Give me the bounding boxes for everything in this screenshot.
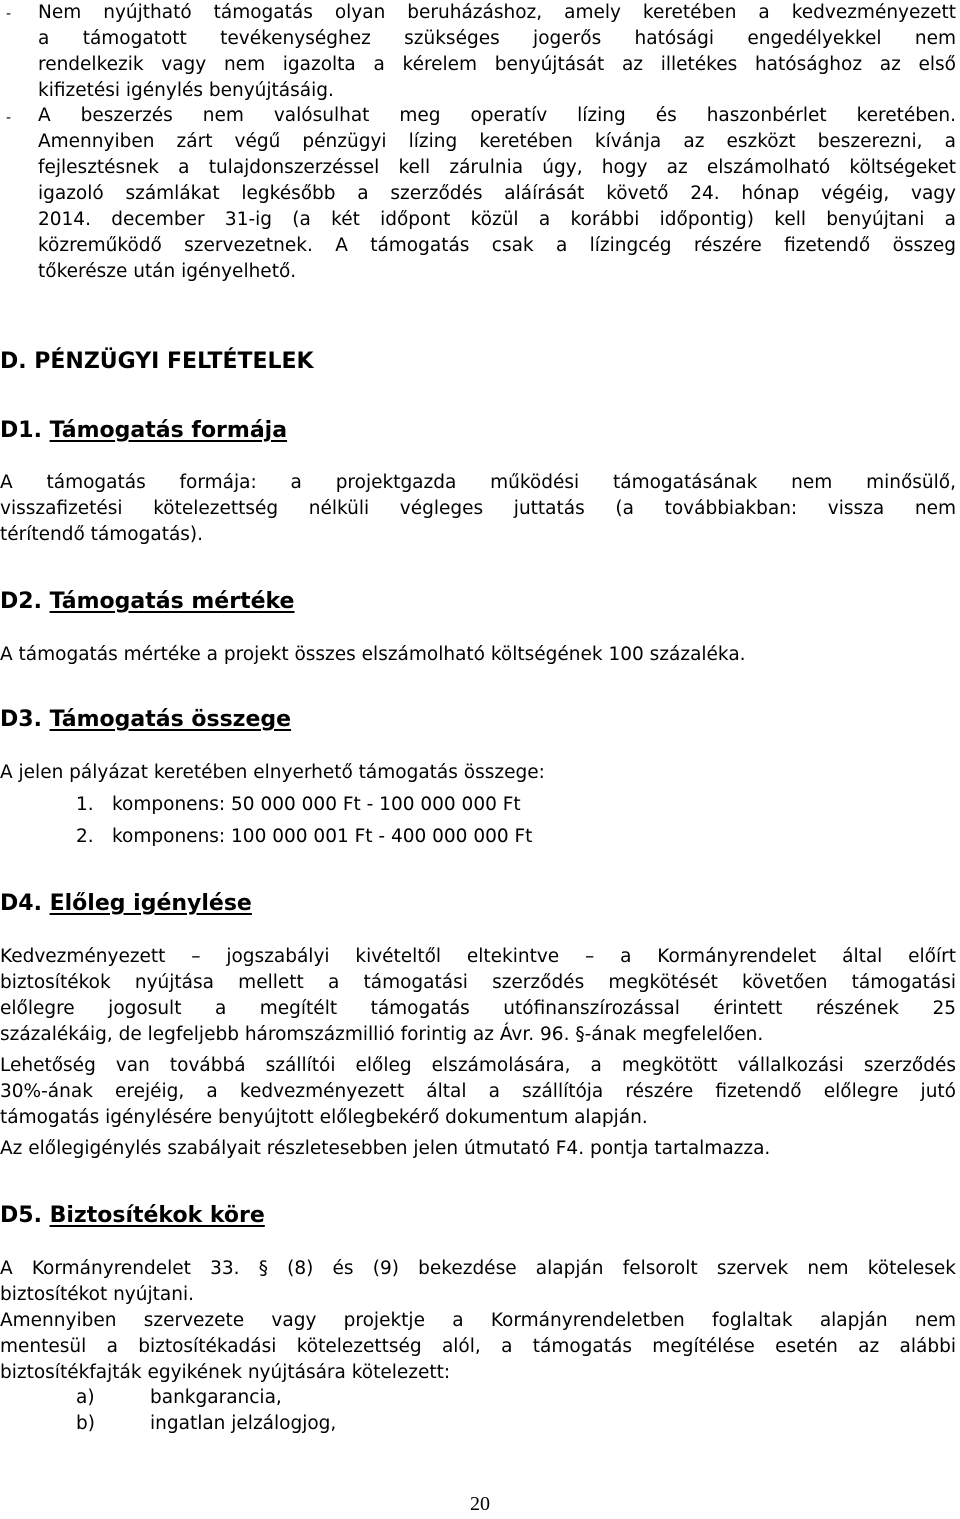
text-line: Lehetőség van továbbá szállítói előleg elszámolására, a megkötött vállalkozási szerződés — [0, 1055, 956, 1076]
d2-paragraph — [0, 642, 956, 668]
section-heading: D. PÉNZÜGYI FELTÉTELEK — [0, 349, 314, 374]
text-line: kifizetési igénylés benyújtásáig. — [38, 80, 334, 101]
text-line: Amennyiben szervezete vagy projektje a Kormányrendeletben foglaltak alapján nem — [0, 1310, 956, 1331]
d3-intro — [0, 760, 956, 786]
page-number: 20 — [470, 1493, 490, 1515]
subsection-title: Támogatás formája — [49, 418, 288, 443]
text-line: közreműködő szervezetnek. A támogatás csak a lízingcég részére fizetendő összeg — [38, 235, 956, 256]
text-line: Kedvezményezett – jogszabályi kivételtől eltekintve – a Kormányrendelet által előírt — [0, 946, 956, 967]
subsection-number: D1. — [0, 418, 42, 443]
subsection-title: Támogatás összege — [49, 707, 292, 732]
subsection-heading — [0, 890, 252, 918]
text-line: támogatás igénylésére benyújtott előlegbekérő dokumentum alapján. — [0, 1107, 648, 1128]
text-line: biztosítékfajták egyikének nyújtására kötelezett: — [0, 1362, 451, 1383]
text-line: 2014. december 31-ig (a két időpont közül a korábbi időpontig) kell benyújtani a — [38, 209, 956, 230]
list-text: komponens: 50 000 000 Ft - 100 000 000 Ft — [112, 794, 521, 815]
text-line: visszafizetési kötelezettség nélküli végleges juttatás (a továbbiakban: vissza nem — [0, 498, 956, 519]
subsection-number: D5. — [0, 1203, 42, 1228]
text-line: Amennyiben zárt végű pénzügyi lízing keretében kívánja az eszközt beszerezni, a — [38, 131, 956, 152]
list-text: bankgarancia, — [150, 1387, 282, 1408]
list-number: b) — [76, 1413, 95, 1434]
text-line: előlegre jogosult a megítélt támogatás utófinanszírozással érintett részének 25 — [0, 998, 956, 1019]
list-number: 1. — [76, 794, 94, 815]
list-item — [76, 792, 521, 818]
subsection-heading — [0, 588, 294, 616]
subsection-number: D3. — [0, 707, 42, 732]
text-line: A jelen pályázat keretében elnyerhető támogatás összege: — [0, 762, 545, 783]
text-line: A Kormányrendelet 33. § (8) és (9) bekezdése alapján felsorolt szervek nem kötelesek — [0, 1258, 956, 1279]
bullet-marker: - — [6, 6, 12, 22]
text-line: A támogatás mértéke a projekt összes elszámolható költségének 100 százaléka. — [0, 644, 746, 665]
list-text: komponens: 100 000 001 Ft - 400 000 000 Ft — [112, 826, 533, 847]
subsection-number: D4. — [0, 891, 42, 916]
text-line: A beszerzés nem valósulhat meg operatív lízing és haszonbérlet keretében. — [38, 105, 956, 126]
d5-paragraph-2 — [0, 1308, 956, 1386]
list-item — [76, 824, 532, 850]
text-line: Nem nyújtható támogatás olyan beruházáshoz, amely keretében a kedvezményezett — [38, 2, 956, 23]
subsection-heading — [0, 706, 291, 734]
leasing-paragraph — [38, 129, 956, 285]
subsection-title: Biztosítékok köre — [49, 1203, 265, 1228]
d5-paragraph-1 — [0, 1256, 956, 1308]
subsection-number: D2. — [0, 589, 42, 614]
text-line: a támogatott tevékenységhez szükséges jogerős hatósági engedélyekkel nem — [38, 28, 956, 49]
list-item — [76, 1385, 282, 1411]
text-line: Az előlegigénylés szabályait részletesebben jelen útmutató F4. pontja tartalmazza. — [0, 1138, 771, 1159]
text-line: igazoló számlákat legkésőbb a szerződés aláírását követő 24. hónap végéig, vagy — [38, 183, 956, 204]
list-number: a) — [76, 1387, 95, 1408]
text-line: 30%-ának erejéig, a kedvezményezett által a szállítója részére fizetendő előlegre jutó — [0, 1081, 956, 1102]
list-item — [76, 1411, 336, 1437]
bullet-paragraph — [38, 0, 956, 104]
bullet-marker: - — [6, 110, 12, 126]
d4-paragraph-3 — [0, 1136, 956, 1162]
subsection-title: Előleg igénylése — [49, 891, 252, 916]
d4-paragraph-1 — [0, 944, 956, 1048]
text-line: mentesül a biztosítékadási kötelezettség alól, a támogatás megítélése esetén az alábbi — [0, 1336, 956, 1357]
text-line: tőkerésze után igényelhető. — [38, 261, 297, 282]
text-line: biztosítékok nyújtása mellett a támogatási szerződés megkötését követően támogatási — [0, 972, 956, 993]
d1-paragraph — [0, 470, 956, 548]
list-text: ingatlan jelzálogjog, — [150, 1413, 337, 1434]
text-line: biztosítékot nyújtani. — [0, 1284, 194, 1305]
text-line: százalékáig, de legfeljebb háromszázmillió forintig az Ávr. 96. §-ának megfelelően. — [0, 1024, 764, 1045]
text-line: A támogatás formája: a projektgazda működési támogatásának nem minősülő, — [0, 472, 956, 493]
subsection-heading — [0, 1202, 265, 1230]
text-line: fejlesztésnek a tulajdonszerzéssel kell zárulnia úgy, hogy az elszámolható költségeket — [38, 157, 956, 178]
list-number: 2. — [76, 826, 94, 847]
subsection-title: Támogatás mértéke — [49, 589, 295, 614]
text-line: térítendő támogatás). — [0, 524, 204, 545]
text-line: rendelkezik vagy nem igazolta a kérelem benyújtását az illetékes hatósághoz az első — [38, 54, 956, 75]
d4-paragraph-2 — [0, 1053, 956, 1131]
subsection-heading — [0, 417, 287, 445]
bullet-paragraph — [38, 103, 956, 129]
